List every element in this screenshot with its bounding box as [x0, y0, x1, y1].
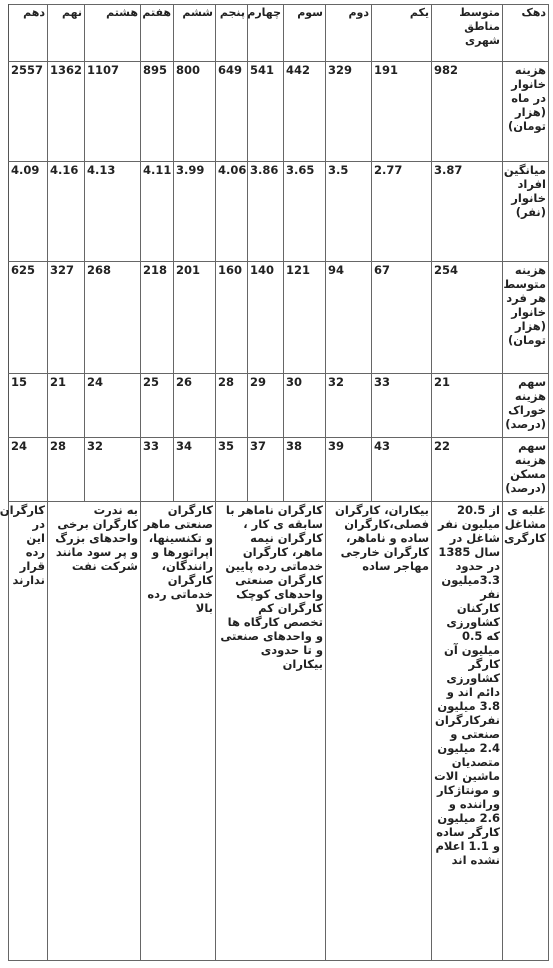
cell: 329: [326, 62, 372, 162]
cell: 67: [372, 262, 432, 374]
table-row: [9, 62, 549, 162]
cell: 895: [141, 62, 174, 162]
cell: 4.09: [9, 162, 48, 262]
cell: 649: [216, 62, 248, 162]
cell: 37: [248, 438, 284, 502]
cell: 4.13: [85, 162, 141, 262]
cell: 2557: [9, 62, 48, 162]
cell: 33: [141, 438, 174, 502]
header-average: متوسط مناطق شهری: [432, 5, 503, 62]
occupation-deciles-6-7: کارگران صنعتی ماهر و تکنسینها، اپراتورها و رانندگان، کارگران خدماتی رده بالا: [141, 502, 216, 961]
row-label: هزینه متوسط هر فرد خانوار (هزار تومان): [503, 262, 549, 374]
cell: 30: [284, 374, 326, 438]
cell: 218: [141, 262, 174, 374]
cell: 201: [174, 262, 216, 374]
cell: 25: [141, 374, 174, 438]
row-label: میانگین افراد خانوار (نفر): [503, 162, 549, 262]
cell: 982: [432, 62, 503, 162]
cell: 26: [174, 374, 216, 438]
header-decile-3: سوم: [284, 5, 326, 62]
cell: 24: [85, 374, 141, 438]
cell: 21: [48, 374, 85, 438]
occupation-decile-8: به ندرت کارگران برخی واحدهای بزرگ و پر سود مانند شرکت نفت: [48, 502, 141, 961]
cell: 35: [216, 438, 248, 502]
row-label: سهم هزینه خوراک (درصد): [503, 374, 549, 438]
cell: 1362: [48, 62, 85, 162]
cell: 24: [9, 438, 48, 502]
cell: 33: [372, 374, 432, 438]
cell: 3.99: [174, 162, 216, 262]
cell: 800: [174, 62, 216, 162]
cell: 191: [372, 62, 432, 162]
cell: 28: [216, 374, 248, 438]
cell: 34: [174, 438, 216, 502]
cell: 268: [85, 262, 141, 374]
cell: 1107: [85, 62, 141, 162]
cell: 140: [248, 262, 284, 374]
header-decile-1: یکم: [372, 5, 432, 62]
row-label: سهم هزینه مسکن (درصد): [503, 438, 549, 502]
table-row: [9, 262, 549, 374]
cell: 28: [48, 438, 85, 502]
header-decile-6: ششم: [174, 5, 216, 62]
cell: 3.87: [432, 162, 503, 262]
cell: 39: [326, 438, 372, 502]
row-label: هزینه خانوار در ماه (هزار تومان): [503, 62, 549, 162]
cell: 541: [248, 62, 284, 162]
cell: 3.5: [326, 162, 372, 262]
cell: 38: [284, 438, 326, 502]
cell: 327: [48, 262, 85, 374]
cell: 21: [432, 374, 503, 438]
table-row: [9, 438, 549, 502]
cell: 32: [326, 374, 372, 438]
header-decile-5: پنجم: [216, 5, 248, 62]
cell: 121: [284, 262, 326, 374]
header-decile-10: دهم: [9, 5, 48, 62]
occupation-row: [9, 502, 549, 961]
table-row: [9, 374, 549, 438]
cell: 160: [216, 262, 248, 374]
cell: 254: [432, 262, 503, 374]
table-row: [9, 162, 549, 262]
corner-header: دهک: [503, 5, 549, 62]
cell: 22: [432, 438, 503, 502]
cell: 94: [326, 262, 372, 374]
header-decile-9: نهم: [48, 5, 85, 62]
occupation-deciles-1-2: بیکاران، کارگران فصلی،کارگران ساده و ناماهر، کارگران خارجی مهاجر ساده: [326, 502, 432, 961]
header-decile-4: چهارم: [248, 5, 284, 62]
cell: 15: [9, 374, 48, 438]
cell: 4.16: [48, 162, 85, 262]
cell: 32: [85, 438, 141, 502]
occupation-average: از 20.5 میلیون نفر شاغل در سال 1385 در حدود 3.3میلیون نفر کارکنان کشاورزی که 0.5 میلیون آن کارگر کشاورزی دائم اند و 3.8 میلیون نفرکارگران صنعتی و 2.4 میلیون متصدیان ماشین الات و مونتاژکار وراننده و 2.6 میلیون کارگر ساده و 1.1 اعلام نشده اند: [432, 502, 503, 961]
cell: 4.06: [216, 162, 248, 262]
header-decile-7: هفتم: [141, 5, 174, 62]
decile-table: [0, 4, 549, 961]
cell: 43: [372, 438, 432, 502]
cell: 3.86: [248, 162, 284, 262]
cell: 4.11: [141, 162, 174, 262]
cell: 2.77: [372, 162, 432, 262]
header-decile-2: دوم: [326, 5, 372, 62]
cell: 442: [284, 62, 326, 162]
row-label: غلبه ی مشاغل کارگری: [503, 502, 549, 961]
occupation-deciles-3-5: کارگران ناماهر با سابقه ی کار ، کارگران نیمه ماهر، کارگران خدماتی رده پایین کارگران صنعتی واحدهای کوچک کارگران کم تخصص کارگاه ها و واحدهای صنعتی و تا حدودی بیکاران: [216, 502, 326, 961]
header-row: [9, 5, 549, 62]
cell: 3.65: [284, 162, 326, 262]
cell: 625: [9, 262, 48, 374]
occupation-deciles-9-10: کارگران در این رده قرار ندارند: [9, 502, 48, 961]
header-decile-8: هشتم: [85, 5, 141, 62]
cell: 29: [248, 374, 284, 438]
